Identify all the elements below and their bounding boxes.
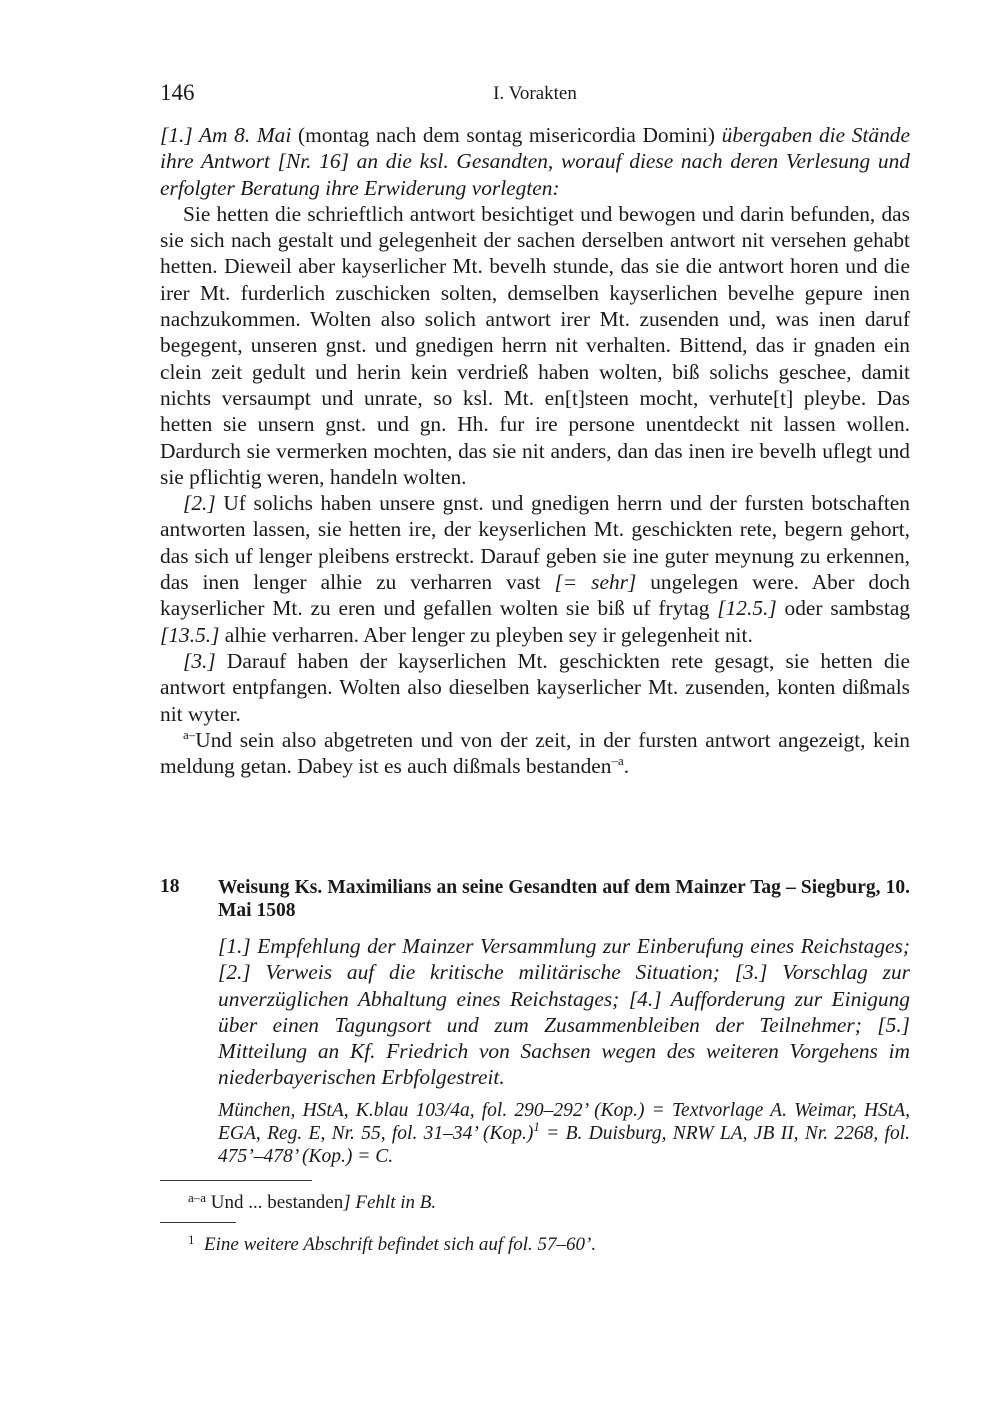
editorial-summary: übergaben die Stände ihre Antwort [Nr. 16] an die ksl. Gesandten, worauf diese nach deren Verlesung und erfolgter Beratung ihre Erwiderung vorlegten: <box>160 123 910 200</box>
paragraph-response: Sie hetten die schrieftlich antwort besichtiget und bewogen und darin befunden, das sie sich nach gestalt und gelegenheit der sachen derselben antwort nit versehen gehabt hetten. Dieweil aber kayserlicher Mt. bevelh stunde, das sie die antwort horen und die irer Mt. furderlich zuschicken solten, demselben kayserlichen bevelhe gepure inen nachzukommen. Wolten also solich antwort irer Mt. zusenden und, was inen daruf begegent, unseren gnst. und gnedigen herrn nit verhalten. Bittend, das ir gnaden ein clein zeit gedult und herin kein verdrieß haben wolten, biß solichs geschee, damit nichts versaumpt und unrate, so ksl. Mt. en[t]steen mocht, verhute[t] pleybe. Das hetten sie unsern gnst. und gn. Hh. fur ire persone unentdeckt nit lassen wollen. Dardurch sie vermerken mochten, das sie nit anders, dan das inen ire bevelh uflegt und sie pflichtig weren, handeln wolten. <box>160 201 910 489</box>
paragraph-section-2: [2.] Uf solichs haben unsere gnst. und gnedigen herrn und der fursten botschaften antworten lassen, sie hetten ire, der keyserlichen Mt. geschickten rete, begern gehort, das sich uf lenger pleibens erstreckt. Darauf geben sie ine guter meynung zu erkennen, das inen lenger alhie zu verharren vast [= sehr] ungelegen were. Aber doch kayserlicher Mt. zu eren und gefallen wolten sie biß uf frytag [12.5.] oder sambstag [13.5.] alhie verharren. Aber lenger zu pleyben sey ir gelegenheit nit. <box>160 491 911 647</box>
footnote-mark: a–a <box>188 1190 207 1205</box>
section-marker: [3.] <box>183 648 216 673</box>
page-number: 146 <box>160 80 195 105</box>
document-sources: München, HStA, K.blau 103/4a, fol. 290–292’ (Kop.) = Textvorlage A. Weimar, HStA, EGA, Reg. E, Nr. 55, fol. 31–34’ $(Kop.)^1 = B$. Duisburg, NRW LA, JB II, Nr. 2268, fol. 475’–478’ (Kop.) = C. <box>218 1099 910 1167</box>
textual-footnote: $^{a-a}$ Und ... bestanden] Fehlt in B. <box>188 1190 437 1213</box>
section-marker: [1.] Am 8. Mai <box>160 123 292 147</box>
footnote-rule <box>160 1180 312 1181</box>
page-header <box>160 80 910 110</box>
document-summary: [1.] Empfehlung der Mainzer Versammlung zur Einberufung eines Reichstages; [2.] Verweis auf die kritische militärische Situation; [3.] Vorschlag zur unverzüglichen Abhaltung eines Reichstages; [4.] Aufforderung zur Einigung über einen Tagungsort und zum Zusammenbleiben der Teilnehmer; [5.] Mitteilung an Kf. Friedrich von Sachsen wegen des weiteren Vorgehens im niederbayerischen Erbfolgestreit. <box>218 934 910 1090</box>
paragraph-closing: $^{a-}$Und sein also abgetreten und von der zeit, in der fursten antwort angezeigt, kein meldung getan. Dabey ist es auch dißmals bestanden$^{-a}$. <box>160 726 910 779</box>
footnote-mark: 1 <box>188 1232 195 1247</box>
footnote-ref: 1 <box>533 1118 540 1134</box>
main-text <box>160 122 910 779</box>
date-gloss: (montag nach dem sontag misericordia Domini) <box>291 123 722 147</box>
running-title: I. Vorakten <box>493 83 577 104</box>
editorial-gloss: [= sehr] <box>554 570 637 595</box>
footnote-rule <box>160 1222 236 1223</box>
variant-mark-open: a– <box>183 726 196 742</box>
editorial-date: [12.5.] <box>717 596 777 621</box>
paragraph-intro <box>160 122 910 201</box>
document-title: Weisung Ks. Maximilians an seine Gesandten auf dem Mainzer Tag – Siegburg, 10. Mai 1508 <box>218 877 910 921</box>
section-marker: [2.] <box>183 491 216 516</box>
document-entry <box>160 876 910 1168</box>
numbered-footnote: $^1$ Eine weitere Abschrift befindet sich auf fol. 57–60’. <box>188 1232 597 1255</box>
paragraph-section-3: [3.] Darauf haben der kayserlichen Mt. geschickten rete gesagt, sie hetten die antwort entpfangen. Wolten also dieselben kayserlicher Mt. zusenden, konten dißmals nit wyter. <box>160 648 910 726</box>
editorial-date: [13.5.] <box>160 622 220 647</box>
document-number: 18 <box>160 876 180 897</box>
variant-mark-close: –a <box>611 753 624 769</box>
